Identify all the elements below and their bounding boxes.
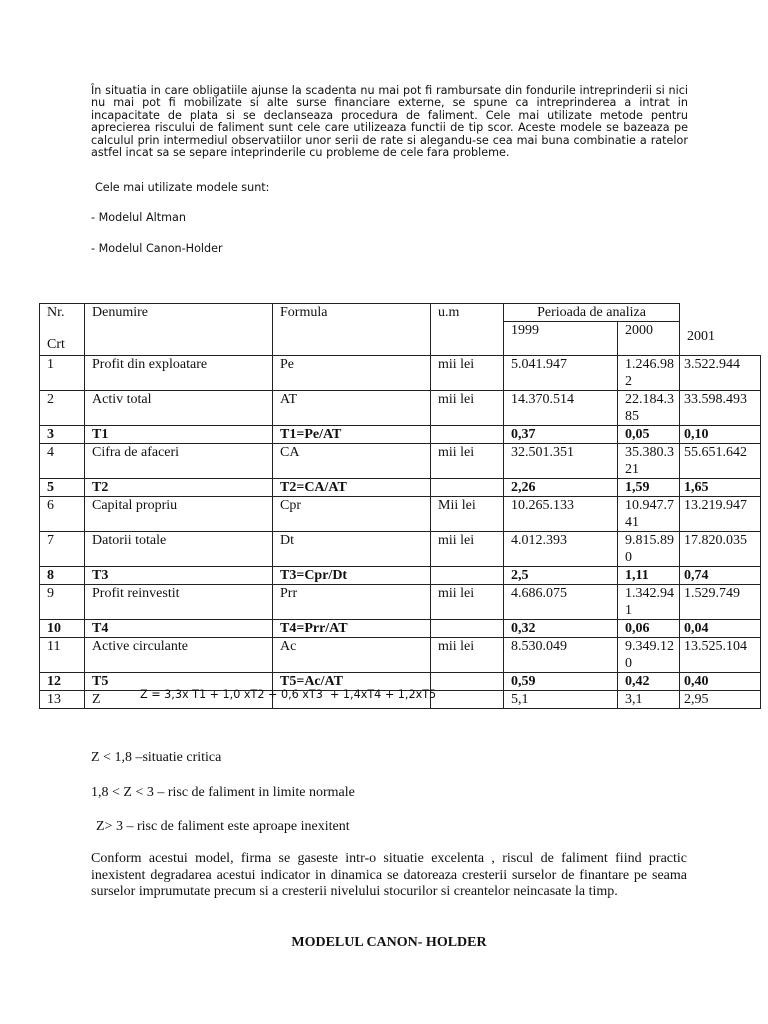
header-year-2001: 2001 <box>680 322 761 356</box>
cell-2000: 9.815.890 <box>618 532 680 567</box>
cell-2001: 13.525.104 <box>680 638 761 673</box>
cell-1999: 0,37 <box>504 426 618 444</box>
header-formula: Formula <box>273 304 431 356</box>
table-row <box>40 497 761 532</box>
cell-unit: mii lei <box>431 532 504 567</box>
cell-formula: T2=CA/AT <box>273 479 431 497</box>
cell-nr: 3 <box>40 426 85 444</box>
cell-name: Profit din exploatare <box>85 356 273 391</box>
cell-nr: 2 <box>40 391 85 426</box>
table-row <box>40 532 761 567</box>
cell-unit <box>431 620 504 638</box>
cell-1999: 2,5 <box>504 567 618 585</box>
cell-nr: 10 <box>40 620 85 638</box>
cell-unit <box>431 567 504 585</box>
cell-unit: mii lei <box>431 444 504 479</box>
header-year-2000: 2000 <box>618 322 680 356</box>
cell-1999: 14.370.514 <box>504 391 618 426</box>
cell-name: Cifra de afaceri <box>85 444 273 479</box>
section-heading-canon-holder: MODELUL CANON- HOLDER <box>291 935 487 950</box>
models-lead: Cele mai utilizate modele sunt: <box>95 181 270 194</box>
cell-2000: 10.947.741 <box>618 497 680 532</box>
model-canon-holder: - Modelul Canon-Holder <box>91 242 223 255</box>
cell-2000: 35.380.321 <box>618 444 680 479</box>
table-row <box>40 391 761 426</box>
conclusion-paragraph: Conform acestui model, firma se gaseste intr-o situatie excelenta , riscul de faliment fiind practic inexistent degradarea acestui indicator in dinamica se datoreaza cresterii surselor de finantare pe seama surselor imprumutate precum si a cresterii nivelului stocurilor si creantelor neincasate la timp. <box>91 851 687 900</box>
cell-name: T4 <box>85 620 273 638</box>
intro-paragraph: În situatia in care obligatiile ajunse la scadenta nu mai pot fi rambursate din fondurile intreprinderii si nici nu mai pot fi mobilizate si alte surse financiare externe, se spune ca intreprinderea a intrat in incapacitate de plata si se declanseaza procedura de faliment. Cele mai utilizate metode pentru aprecierea riscului de faliment sunt cele care utilizeaza functii de tip scor. Aceste modele se bazeaza pe calculul prin intermediul observatiilor unor serii de rate si alegandu-se cea mai buna combinatie a ratelor astfel incat sa se separe inteprinderile cu probleme de cele fara probleme. <box>91 84 688 160</box>
cell-unit: mii lei <box>431 391 504 426</box>
cell-1999: 5.041.947 <box>504 356 618 391</box>
cell-nr: 13 <box>40 691 85 709</box>
cell-unit <box>431 479 504 497</box>
cell-2000: 0,05 <box>618 426 680 444</box>
cell-name: Active circulante <box>85 638 273 673</box>
header-period: Perioada de analiza <box>504 304 680 322</box>
header-blank <box>680 304 761 322</box>
table-header-row-1 <box>40 304 761 322</box>
cell-1999: 10.265.133 <box>504 497 618 532</box>
header-year-1999: 1999 <box>504 322 618 356</box>
cell-1999: 2,26 <box>504 479 618 497</box>
cell-2001: 55.651.642 <box>680 444 761 479</box>
table-row <box>40 479 761 497</box>
cell-2000: 9.349.120 <box>618 638 680 673</box>
cell-unit: mii lei <box>431 638 504 673</box>
cell-formula: AT <box>273 391 431 426</box>
cell-formula: T3=Cpr/Dt <box>273 567 431 585</box>
cell-unit <box>431 691 504 709</box>
cell-nr: 7 <box>40 532 85 567</box>
cell-1999: 0,59 <box>504 673 618 691</box>
cell-2001: 1.529.749 <box>680 585 761 620</box>
header-um: u.m <box>431 304 504 356</box>
cell-name: T1 <box>85 426 273 444</box>
cell-name: Capital propriu <box>85 497 273 532</box>
cell-2001: 2,95 <box>680 691 761 709</box>
cell-formula: T5=Ac/AT <box>273 673 431 691</box>
cell-name: Activ total <box>85 391 273 426</box>
cell-nr: 9 <box>40 585 85 620</box>
cell-nr: 4 <box>40 444 85 479</box>
cell-2001: 0,04 <box>680 620 761 638</box>
cell-2001: 13.219.947 <box>680 497 761 532</box>
cell-nr: 11 <box>40 638 85 673</box>
cell-nr: 1 <box>40 356 85 391</box>
cell-nr: 6 <box>40 497 85 532</box>
cell-unit: mii lei <box>431 585 504 620</box>
cell-formula: Ac <box>273 638 431 673</box>
cell-1999: 32.501.351 <box>504 444 618 479</box>
table-row <box>40 620 761 638</box>
cell-name: Profit reinvestit <box>85 585 273 620</box>
condition-critical: Z < 1,8 –situatie critica <box>91 750 222 765</box>
cell-1999: 0,32 <box>504 620 618 638</box>
table-row <box>40 356 761 391</box>
cell-2000: 3,1 <box>618 691 680 709</box>
cell-1999: 4.012.393 <box>504 532 618 567</box>
cell-unit <box>431 426 504 444</box>
cell-2001: 3.522.944 <box>680 356 761 391</box>
cell-name: T3 <box>85 567 273 585</box>
cell-formula: T4=Prr/AT <box>273 620 431 638</box>
cell-2001: 0,74 <box>680 567 761 585</box>
cell-formula: CA <box>273 444 431 479</box>
table-row <box>40 444 761 479</box>
cell-nr: 5 <box>40 479 85 497</box>
header-nr: Nr. <box>47 305 65 320</box>
cell-1999: 4.686.075 <box>504 585 618 620</box>
condition-normal: 1,8 < Z < 3 – risc de faliment in limite normale <box>91 785 355 800</box>
table-body <box>40 356 761 709</box>
cell-2001: 0,40 <box>680 673 761 691</box>
cell-2000: 22.184.385 <box>618 391 680 426</box>
cell-2000: 1.342.941 <box>618 585 680 620</box>
table-row <box>40 426 761 444</box>
cell-name: Z <box>85 691 273 709</box>
cell-2000: 1,59 <box>618 479 680 497</box>
cell-2001: 1,65 <box>680 479 761 497</box>
table-row <box>40 567 761 585</box>
cell-formula: Pe <box>273 356 431 391</box>
cell-formula: Cpr <box>273 497 431 532</box>
header-nr-crt <box>40 304 85 356</box>
cell-nr: 8 <box>40 567 85 585</box>
cell-unit <box>431 673 504 691</box>
cell-2000: 1,11 <box>618 567 680 585</box>
cell-2000: 0,06 <box>618 620 680 638</box>
z-formula: Z = 3,3x T1 + 1,0 xT2 + 0,6 xT3 + 1,4xT4 + 1,2xT5 <box>140 688 437 701</box>
cell-1999: 8.530.049 <box>504 638 618 673</box>
cell-2001: 33.598.493 <box>680 391 761 426</box>
cell-name: Datorii totale <box>85 532 273 567</box>
header-crt: Crt <box>47 337 65 352</box>
cell-formula: T1=Pe/AT <box>273 426 431 444</box>
cell-name: T2 <box>85 479 273 497</box>
table-row <box>40 585 761 620</box>
cell-unit: mii lei <box>431 356 504 391</box>
model-altman: - Modelul Altman <box>91 211 186 224</box>
cell-nr: 12 <box>40 673 85 691</box>
cell-2000: 1.246.982 <box>618 356 680 391</box>
condition-inexistent: Z> 3 – risc de faliment este aproape inexitent <box>96 819 350 834</box>
cell-1999: 5,1 <box>504 691 618 709</box>
table-row <box>40 638 761 673</box>
cell-2000: 0,42 <box>618 673 680 691</box>
cell-2001: 17.820.035 <box>680 532 761 567</box>
cell-formula: Dt <box>273 532 431 567</box>
cell-2001: 0,10 <box>680 426 761 444</box>
header-denumire: Denumire <box>85 304 273 356</box>
cell-unit: Mii lei <box>431 497 504 532</box>
cell-formula: Prr <box>273 585 431 620</box>
cell-name: T5 <box>85 673 273 691</box>
altman-score-table <box>39 303 761 709</box>
